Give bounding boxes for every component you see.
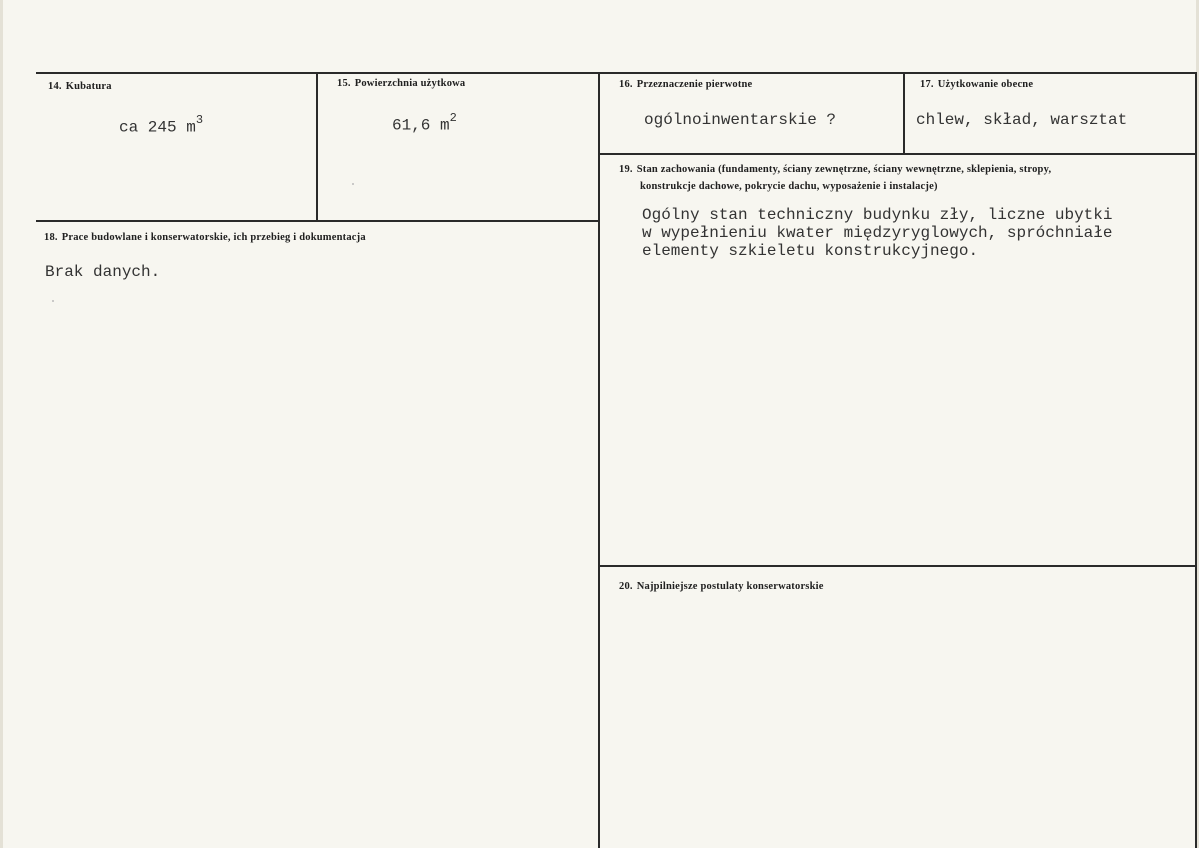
field-19-value-line2: w wypełnieniu kwater międzyryglowych, spróchniałe [642,224,1113,242]
rule-below-14-15 [36,220,600,222]
page-edge-left [0,0,3,848]
field-14-label [48,81,112,92]
field-14-number: 14. [48,81,62,92]
field-17-number: 17. [920,79,934,90]
field-15-label [337,78,465,89]
field-15-title: Powierzchnia użytkowa [354,78,466,89]
field-14-value [119,113,203,136]
field-19-title-line1: Stan zachowania (fundamenty, ściany zewnętrzne, ściany wewnętrzne, sklepienia, stropy, [636,164,1052,175]
field-17-label [920,79,1033,90]
divider-14-15 [316,72,318,221]
field-15-number: 15. [337,78,351,89]
field-15-value [392,111,457,134]
field-20-label [619,581,824,592]
field-14-value-text: ca 245 m [119,118,196,137]
field-14-value-exponent: 3 [195,113,204,127]
rule-above-20 [600,565,1197,567]
field-16-label [619,79,752,90]
field-20-title: Najpilniejsze postulaty konserwatorskie [636,581,824,592]
field-18-title: Prace budowlane i konserwatorskie, ich przebieg i dokumentacja [61,232,366,243]
right-border [1195,72,1197,848]
field-16-title: Przeznaczenie pierwotne [636,79,753,90]
field-15-value-text: 61,6 m [392,116,450,135]
divider-main [598,72,600,848]
field-19-number: 19. [619,164,633,175]
field-19-label-line2: konstrukcje dachowe, pokrycie dachu, wyposażenie i instalacje) [640,181,938,192]
rule-below-16-17 [600,153,1197,155]
field-19-value-line1: Ogólny stan techniczny budynku zły, liczne ubytki [642,206,1113,224]
field-16-number: 16. [619,79,633,90]
divider-16-17 [903,72,905,154]
field-18-label [44,232,366,243]
paper-speck [52,300,54,302]
field-16-value: ogólnoinwentarskie ? [644,111,837,129]
paper-speck [352,183,354,185]
field-19-label-line1 [619,164,1051,175]
field-18-value: Brak danych. [45,263,161,281]
field-20-number: 20. [619,581,633,592]
field-17-title: Użytkowanie obecne [937,79,1034,90]
field-18-number: 18. [44,232,58,243]
field-14-title: Kubatura [65,81,112,92]
field-15-value-exponent: 2 [449,111,457,125]
field-17-value: chlew, skład, warsztat [916,111,1128,129]
top-rule [36,72,1197,74]
field-19-value-line3: elementy szkieletu konstrukcyjnego. [642,242,979,260]
